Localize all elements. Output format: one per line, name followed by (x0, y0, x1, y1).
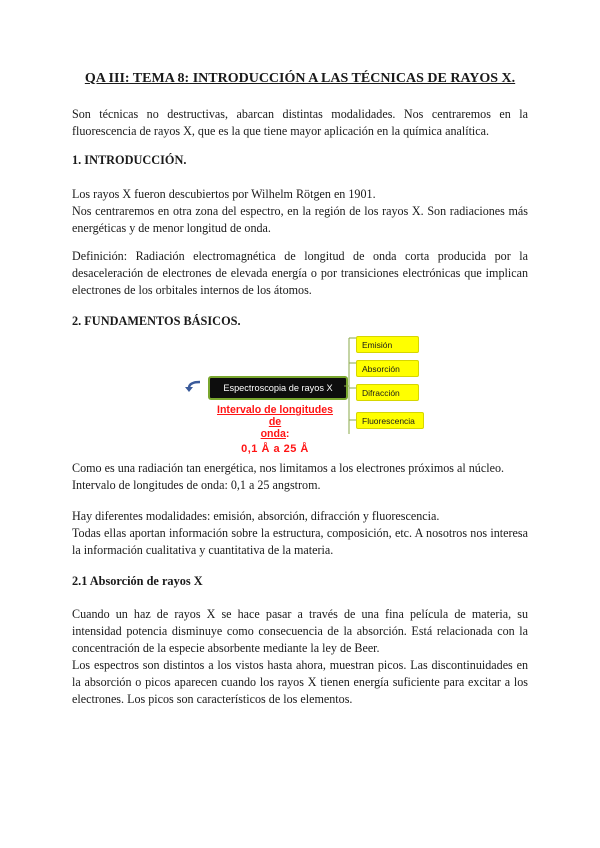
section-2-paragraph-1 (72, 460, 528, 494)
branch-fluorescencia: Fluorescencia (356, 412, 424, 429)
text-line: Definición: Radiación electromagnética de longitud de onda corta producida por la (72, 249, 528, 263)
text-line: Nos centraremos en otra zona del espectro, en la región de los rayos X. Son radiaciones más (72, 204, 528, 218)
text-line: fluorescencia de rayos X, que es la que tiene mayor aplicación en la química analítica. (72, 124, 490, 138)
interval-range: 0,1 Å a 25 Å (241, 443, 309, 455)
text-line: Intervalo de longitudes de onda: 0,1 a 25 angstrom. (72, 478, 321, 492)
interval-label: Intervalo de longitudes de (217, 404, 333, 428)
xray-spectroscopy-diagram (170, 330, 430, 455)
text-line: electrones de los orbitales internos de los átomos. (72, 283, 312, 297)
branch-absorcion: Absorción (356, 360, 419, 377)
main-concept-box: Espectroscopia de rayos X (208, 376, 348, 400)
document-title: QA III: TEMA 8: INTRODUCCIÓN A LAS TÉCNICAS DE RAYOS X. (84, 71, 516, 86)
branch-difraccion: Difracción (356, 384, 419, 401)
interval-label-2: onda (260, 428, 286, 440)
section-2-heading: 2. FUNDAMENTOS BÁSICOS. (72, 314, 241, 328)
section-1-heading: 1. INTRODUCCIÓN. (72, 153, 187, 167)
text-line: Cuando un haz de rayos X se hace pasar a través de una fina película de materia, su (72, 607, 528, 621)
text-line: Los rayos X fueron descubiertos por Wilhelm Rötgen en 1901. (72, 187, 376, 201)
text-line: Todas ellas aportan información sobre la estructura, composición, etc. A nosotros nos interesa (72, 526, 528, 540)
text-line: energéticas y de menor longitud de onda. (72, 221, 271, 235)
intro-paragraph (72, 106, 528, 140)
text-line: Hay diferentes modalidades: emisión, absorción, difracción y fluorescencia. (72, 509, 440, 523)
section-2-1-heading: 2.1 Absorción de rayos X (72, 574, 203, 588)
section-1-paragraph (72, 186, 528, 237)
text-line: intensidad potencia disminuye como consecuencia de la absorción. Está relacionada con la (72, 624, 528, 638)
bracket-connector (344, 330, 356, 440)
section-2-paragraph-2 (72, 508, 528, 559)
interval-colon: : (285, 428, 290, 440)
text-line: concentración de la especie absorbente mediante la ley de Beer. (72, 641, 380, 655)
text-line: Como es una radiación tan energética, nos limitamos a los electrones próximos al núcleo. (72, 461, 505, 475)
text-line: la absorción o picos aparecen cuando los rayos X tienen energía suficiente para excitar a los (72, 675, 528, 689)
text-line: desaceleración de electrones de elevada energía o por transiciones electrónicas que implican (72, 266, 528, 280)
section-2-1-paragraph (72, 606, 528, 708)
wavelength-interval-note (210, 404, 340, 455)
text-line: la información cualitativa y cuantitativa de la materia. (72, 543, 334, 557)
definition-paragraph (72, 248, 528, 299)
curved-arrow-icon (184, 379, 202, 393)
branch-emision: Emisión (356, 336, 419, 353)
text-line: electrones. Los picos son característicos de los elementos. (72, 692, 353, 706)
text-line: Los espectros son distintos a los vistos hasta ahora, muestran picos. Las discontinuidades en (72, 658, 528, 672)
text-line: Son técnicas no destructivas, abarcan distintas modalidades. Nos centraremos en la (72, 107, 528, 121)
